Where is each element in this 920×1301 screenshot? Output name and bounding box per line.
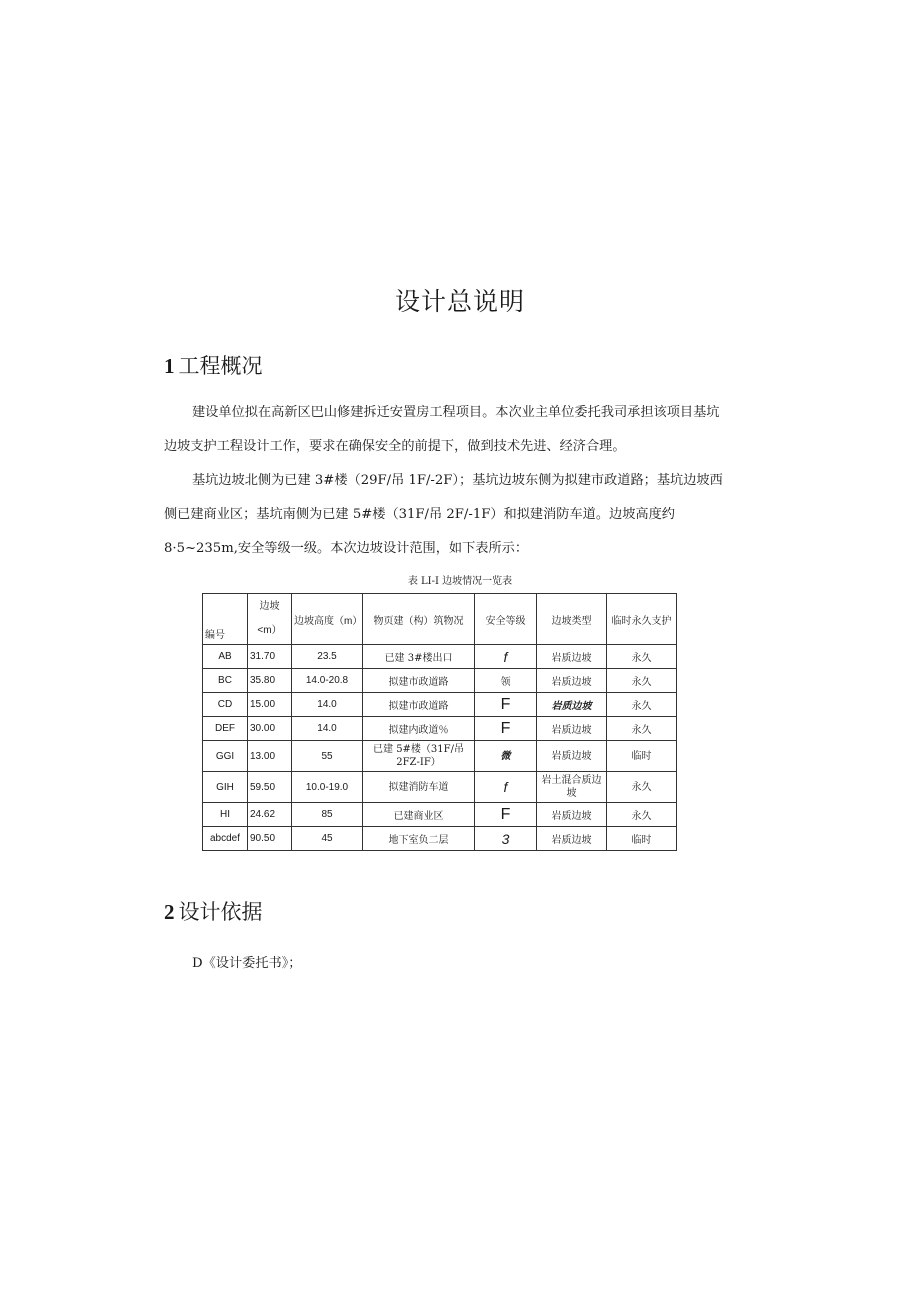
slope-table [202, 593, 677, 851]
header-support: 临时永久支护 [607, 594, 677, 645]
cell-code: CD [203, 693, 248, 717]
cell-level: F [475, 717, 537, 741]
cell-code: GIH [203, 772, 248, 803]
cell-support: 临时 [607, 827, 677, 851]
table-caption: 表 LI-I 边坡情况一览表 [407, 576, 513, 587]
page-title: 设计总说明 [394, 287, 525, 316]
paragraph-1: 建设单位拟在高新区巴山修建拆迁安置房工程项目。本次业主单位委托我司承担该项目基坑边坡支护工程设计工作，要求在确保安全的前提下，做到技术先进、经济合理。 [164, 405, 720, 454]
cell-type: 岩质边坡 [537, 827, 607, 851]
cell-type: 岩质边坡 [537, 693, 607, 717]
cell-object: 已建商业区 [363, 803, 475, 827]
header-length: 边坡 <m） [248, 594, 292, 645]
cell-length: 35.80 [248, 669, 292, 693]
cell-length: 30.00 [248, 717, 292, 741]
section-heading-1 [164, 350, 263, 380]
table-row [203, 693, 677, 717]
header-code: 编号 [203, 594, 248, 645]
header-object: 物页建（构）筑物况 [363, 594, 475, 645]
header-height: 边坡高度（m） [292, 594, 363, 645]
overview-text [164, 396, 724, 566]
cell-code: abcdef [203, 827, 248, 851]
cell-height: 10.0-19.0 [292, 772, 363, 803]
table-row [203, 717, 677, 741]
cell-level: 微 [475, 741, 537, 772]
cell-object: 拟建消防车道 [363, 772, 475, 803]
cell-object: 拟建内政道％ [363, 717, 475, 741]
cell-object: 已建 3#楼出口 [363, 645, 475, 669]
cell-length: 31.70 [248, 645, 292, 669]
section-title: 设计依据 [178, 900, 263, 924]
cell-type: 岩土混合质边坡 [537, 772, 607, 803]
cell-length: 24.62 [248, 803, 292, 827]
section-number: 1 [164, 354, 175, 378]
cell-code: HI [203, 803, 248, 827]
cell-length: 90.50 [248, 827, 292, 851]
cell-support: 永久 [607, 645, 677, 669]
cell-code: GGI [203, 741, 248, 772]
cell-level: 领 [475, 669, 537, 693]
cell-height: 14.0-20.8 [292, 669, 363, 693]
cell-length: 59.50 [248, 772, 292, 803]
section-heading-2 [164, 896, 263, 926]
cell-type: 岩质边坡 [537, 741, 607, 772]
table-row [203, 669, 677, 693]
table-row [203, 827, 677, 851]
cell-object: 已建 5#楼（31F/吊 2FZ-IF） [363, 741, 475, 772]
basis-list-item: D《设计委托书》； [192, 956, 302, 971]
cell-length: 15.00 [248, 693, 292, 717]
cell-height: 23.5 [292, 645, 363, 669]
cell-code: DEF [203, 717, 248, 741]
cell-type: 岩质边坡 [537, 669, 607, 693]
cell-level: 3 [475, 827, 537, 851]
section-number: 2 [164, 900, 175, 924]
table-row [203, 772, 677, 803]
cell-height: 85 [292, 803, 363, 827]
cell-object: 拟建市政道路 [363, 669, 475, 693]
cell-type: 岩质边坡 [537, 717, 607, 741]
cell-support: 永久 [607, 717, 677, 741]
table-row [203, 741, 677, 772]
cell-height: 55 [292, 741, 363, 772]
cell-support: 永久 [607, 772, 677, 803]
cell-code: AB [203, 645, 248, 669]
paragraph-2: 基坑边坡北侧为已建 3#楼（29F/吊 1F/-2F）；基坑边坡东侧为拟建市政道路；基坑边坡西侧已建商业区；基坑南侧为已建 5#楼（31F/吊 2F/-1F）和拟建消防车道。边坡高度约8·5~235m,安全等级一级。本次边坡设计范围，如下表所示： [164, 473, 723, 556]
table-header-row [203, 594, 677, 645]
table-row [203, 803, 677, 827]
cell-type: 岩质边坡 [537, 803, 607, 827]
header-level: 安全等级 [475, 594, 537, 645]
cell-code: BC [203, 669, 248, 693]
cell-support: 临时 [607, 741, 677, 772]
cell-height: 14.0 [292, 717, 363, 741]
cell-object: 拟建市政道路 [363, 693, 475, 717]
cell-type: 岩质边坡 [537, 645, 607, 669]
cell-level: F [475, 803, 537, 827]
cell-support: 永久 [607, 693, 677, 717]
cell-height: 14.0 [292, 693, 363, 717]
cell-support: 永久 [607, 803, 677, 827]
section-title: 工程概况 [178, 354, 263, 378]
table-row [203, 645, 677, 669]
cell-level: f [475, 772, 537, 803]
cell-support: 永久 [607, 669, 677, 693]
cell-level: F [475, 693, 537, 717]
header-type: 边坡类型 [537, 594, 607, 645]
cell-length: 13.00 [248, 741, 292, 772]
cell-object: 地下室负二层 [363, 827, 475, 851]
cell-level: f [475, 645, 537, 669]
cell-height: 45 [292, 827, 363, 851]
